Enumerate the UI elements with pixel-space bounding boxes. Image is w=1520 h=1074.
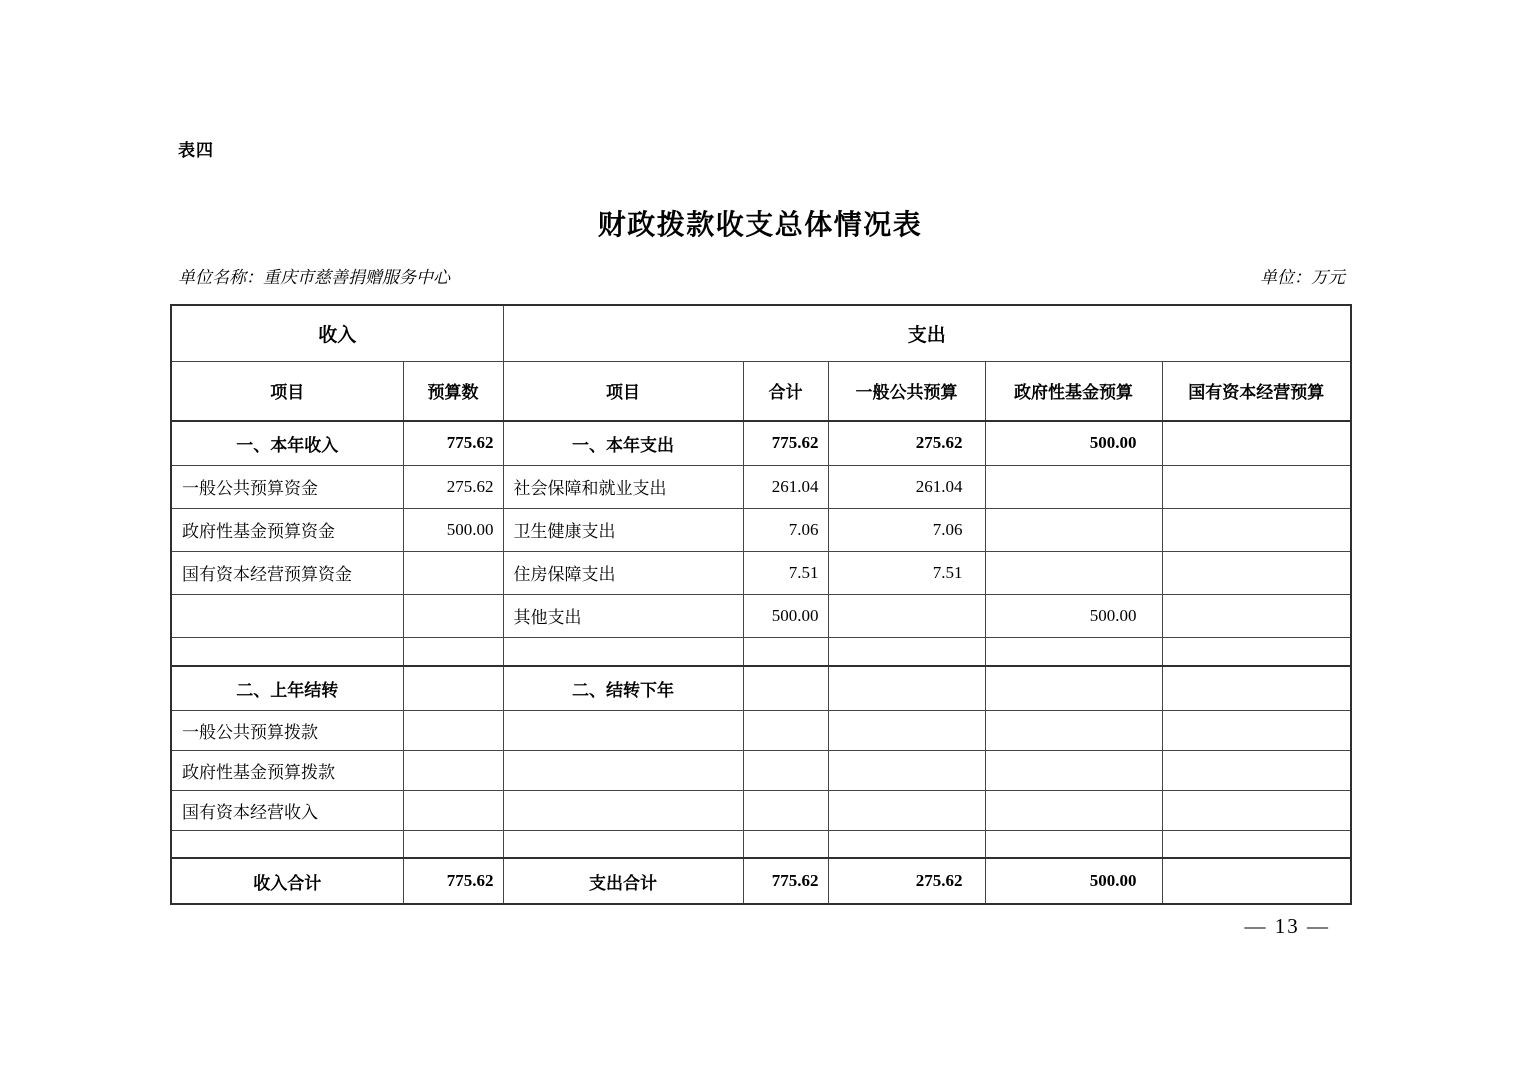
cell-govt-fund-budget: 500.00 — [985, 421, 1162, 465]
cell-expense-total: 7.51 — [743, 551, 828, 594]
cell-expense-total: 775.62 — [743, 858, 828, 904]
cell-income-item: 一般公共预算拨款 — [171, 710, 403, 750]
cell-expense-total-label: 支出合计 — [503, 858, 743, 904]
col-header-govt-fund-budget: 政府性基金预算 — [985, 361, 1162, 421]
cell-state-capital-budget — [1162, 594, 1351, 637]
row-total — [171, 858, 1351, 904]
cell-income-item: 政府性基金预算资金 — [171, 508, 403, 551]
cell-income-budget: 275.62 — [403, 465, 503, 508]
cell-general-public-budget — [828, 830, 985, 858]
cell-state-capital-budget — [1162, 551, 1351, 594]
budget-table — [170, 304, 1352, 905]
cell-income-budget — [403, 790, 503, 830]
cell-income-total: 775.62 — [403, 858, 503, 904]
cell-income-item: 政府性基金预算拨款 — [171, 750, 403, 790]
cell-income-budget: 500.00 — [403, 508, 503, 551]
cell-govt-fund-budget — [985, 666, 1162, 710]
cell-income-item: 一般公共预算资金 — [171, 465, 403, 508]
row-state-capital-income — [171, 790, 1351, 830]
cell-general-public-budget — [828, 637, 985, 666]
cell-general-public-budget — [828, 594, 985, 637]
cell-expense-total — [743, 666, 828, 710]
row-spacer-2 — [171, 830, 1351, 858]
col-header-budget-number: 预算数 — [403, 361, 503, 421]
cell-income-item: 一、本年收入 — [171, 421, 403, 465]
cell-state-capital-budget — [1162, 465, 1351, 508]
cell-income-budget — [403, 710, 503, 750]
cell-general-public-budget — [828, 750, 985, 790]
cell-state-capital-budget — [1162, 750, 1351, 790]
cell-expense-item: 社会保障和就业支出 — [503, 465, 743, 508]
cell-govt-fund-budget: 500.00 — [985, 594, 1162, 637]
col-header-income-item: 项目 — [171, 361, 403, 421]
expenditure-group-header: 支出 — [503, 305, 1351, 361]
cell-income-budget — [403, 830, 503, 858]
cell-income-budget — [403, 666, 503, 710]
cell-state-capital-budget — [1162, 421, 1351, 465]
cell-govt-fund-budget — [985, 465, 1162, 508]
cell-state-capital-budget — [1162, 508, 1351, 551]
meta-row — [178, 263, 1345, 288]
row-other-expenditure — [171, 594, 1351, 637]
row-general-public-budget-appropriation — [171, 710, 1351, 750]
cell-expense-total: 261.04 — [743, 465, 828, 508]
cell-govt-fund-budget — [985, 508, 1162, 551]
cell-general-public-budget: 7.51 — [828, 551, 985, 594]
cell-state-capital-budget — [1162, 637, 1351, 666]
cell-income-budget — [403, 637, 503, 666]
group-header-row — [171, 305, 1351, 361]
cell-expense-total: 7.06 — [743, 508, 828, 551]
cell-income-item — [171, 637, 403, 666]
column-header-row — [171, 361, 1351, 421]
cell-general-public-budget: 7.06 — [828, 508, 985, 551]
cell-expense-item: 二、结转下年 — [503, 666, 743, 710]
cell-income-budget — [403, 551, 503, 594]
cell-income-item: 国有资本经营预算资金 — [171, 551, 403, 594]
cell-income-budget — [403, 750, 503, 790]
cell-expense-item: 一、本年支出 — [503, 421, 743, 465]
cell-state-capital-budget — [1162, 858, 1351, 904]
col-header-expense-item: 项目 — [503, 361, 743, 421]
cell-expense-total: 775.62 — [743, 421, 828, 465]
cell-expense-item — [503, 830, 743, 858]
cell-govt-fund-budget: 500.00 — [985, 858, 1162, 904]
col-header-general-public-budget: 一般公共预算 — [828, 361, 985, 421]
currency-unit-label: 单位：万元 — [1260, 268, 1345, 287]
cell-income-item — [171, 594, 403, 637]
col-header-state-capital-budget: 国有资本经营预算 — [1162, 361, 1351, 421]
cell-expense-item: 住房保障支出 — [503, 551, 743, 594]
cell-state-capital-budget — [1162, 666, 1351, 710]
cell-expense-total — [743, 750, 828, 790]
row-govt-fund-budget-funds — [171, 508, 1351, 551]
row-spacer-1 — [171, 637, 1351, 666]
cell-general-public-budget: 275.62 — [828, 421, 985, 465]
col-header-total: 合计 — [743, 361, 828, 421]
cell-income-budget: 775.62 — [403, 421, 503, 465]
cell-general-public-budget — [828, 710, 985, 750]
cell-state-capital-budget — [1162, 830, 1351, 858]
cell-income-item — [171, 830, 403, 858]
cell-general-public-budget: 261.04 — [828, 465, 985, 508]
page-number: — 13 — — [1244, 914, 1330, 938]
cell-expense-item — [503, 710, 743, 750]
row-general-public-budget-funds — [171, 465, 1351, 508]
cell-income-total-label: 收入合计 — [171, 858, 403, 904]
cell-govt-fund-budget — [985, 830, 1162, 858]
cell-expense-total — [743, 790, 828, 830]
row-govt-fund-budget-appropriation — [171, 750, 1351, 790]
unit-name-label: 单位名称：重庆市慈善捐赠服务中心 — [178, 268, 450, 287]
cell-general-public-budget — [828, 666, 985, 710]
cell-govt-fund-budget — [985, 551, 1162, 594]
row-current-year — [171, 421, 1351, 465]
cell-general-public-budget — [828, 790, 985, 830]
cell-income-item: 国有资本经营收入 — [171, 790, 403, 830]
cell-expense-total — [743, 637, 828, 666]
cell-govt-fund-budget — [985, 637, 1162, 666]
cell-state-capital-budget — [1162, 790, 1351, 830]
row-state-capital-budget-funds — [171, 551, 1351, 594]
cell-income-item: 二、上年结转 — [171, 666, 403, 710]
cell-govt-fund-budget — [985, 790, 1162, 830]
cell-expense-total — [743, 710, 828, 750]
cell-general-public-budget: 275.62 — [828, 858, 985, 904]
cell-expense-item — [503, 750, 743, 790]
cell-govt-fund-budget — [985, 710, 1162, 750]
income-group-header: 收入 — [171, 305, 503, 361]
cell-expense-item: 卫生健康支出 — [503, 508, 743, 551]
row-carryover — [171, 666, 1351, 710]
page-title: 财政拨款收支总体情况表 — [597, 210, 923, 241]
cell-state-capital-budget — [1162, 710, 1351, 750]
cell-expense-total: 500.00 — [743, 594, 828, 637]
cell-expense-item — [503, 790, 743, 830]
cell-govt-fund-budget — [985, 750, 1162, 790]
cell-expense-item: 其他支出 — [503, 594, 743, 637]
cell-expense-total — [743, 830, 828, 858]
cell-expense-item — [503, 637, 743, 666]
cell-income-budget — [403, 594, 503, 637]
table-number-label: 表四 — [178, 141, 214, 160]
